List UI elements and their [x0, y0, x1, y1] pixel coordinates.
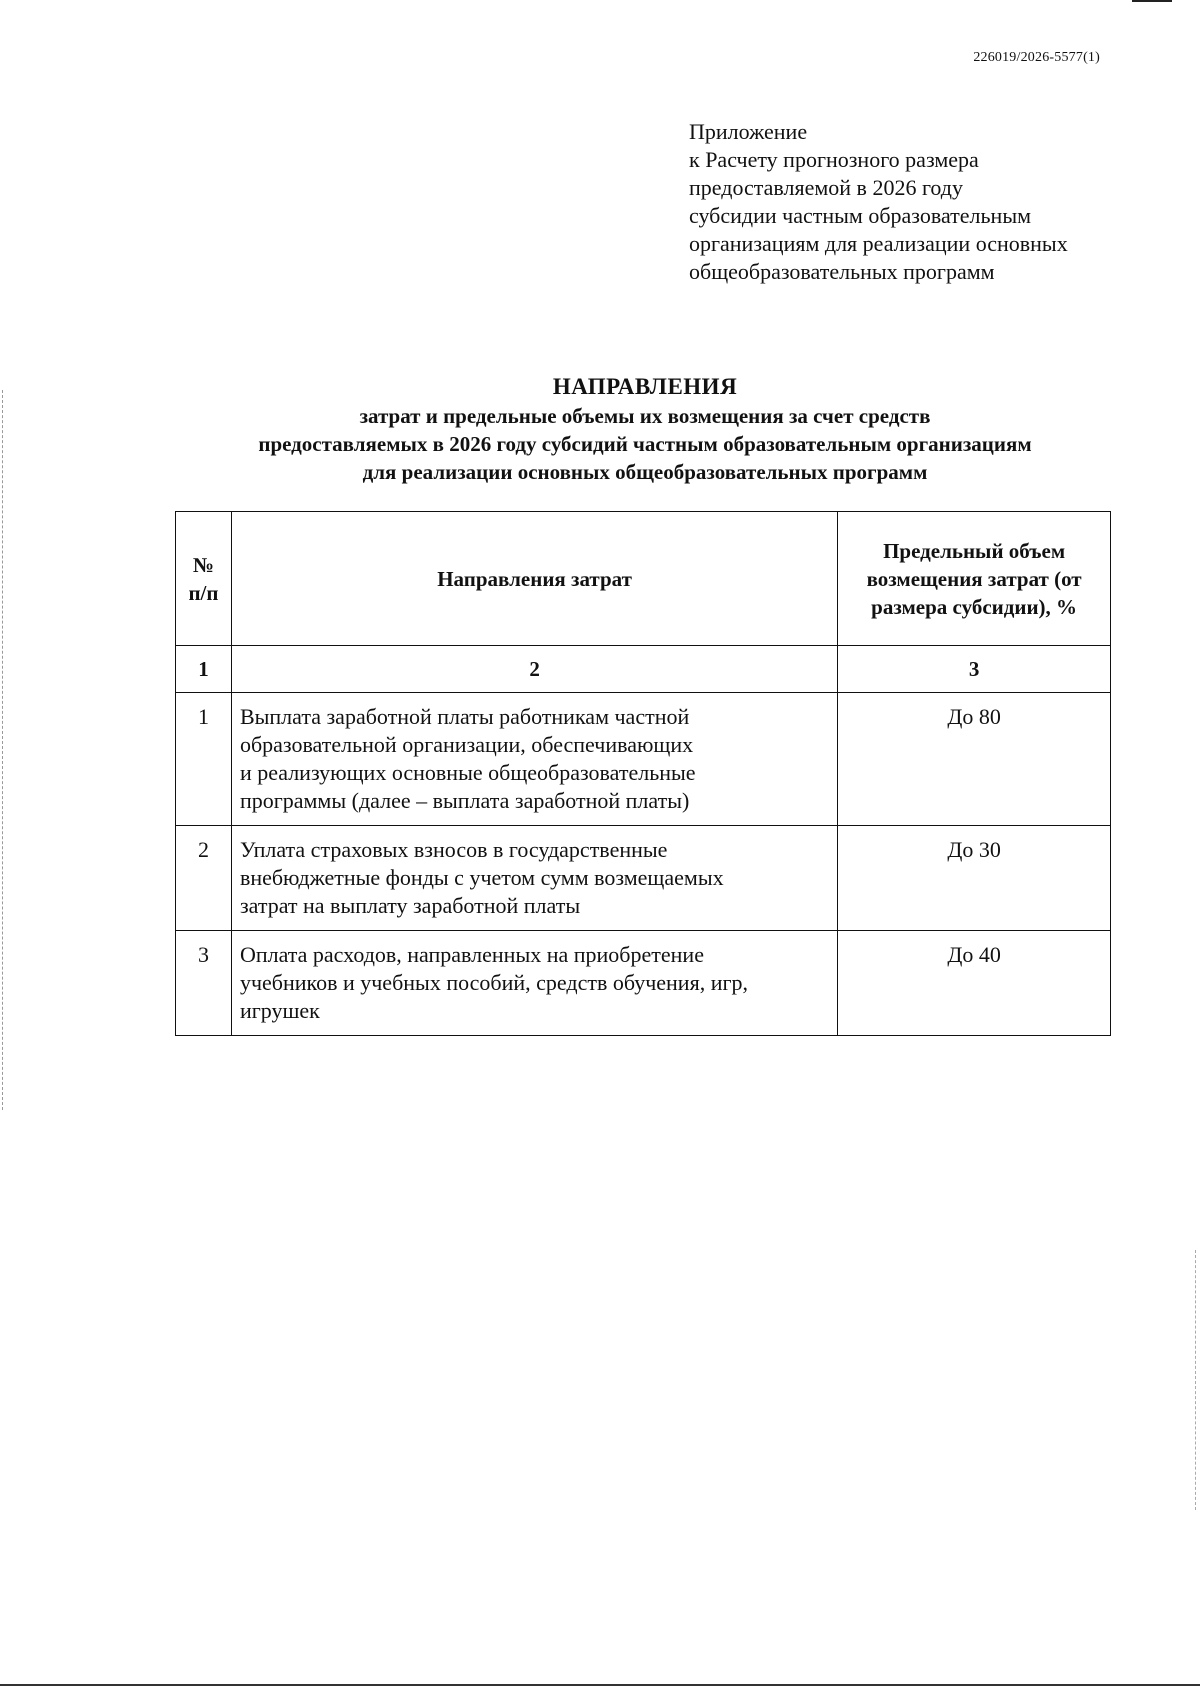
index-cell: 1 [176, 646, 232, 693]
document-title-block [120, 372, 1170, 486]
header-direction: Направления затрат [231, 512, 837, 646]
header-limit: Предельный объем возмещения затрат (от размера субсидии), % [838, 512, 1111, 646]
registration-number: 226019/2026-5577(1) [973, 50, 1100, 65]
row-direction-line: внебюджетные фонды с учетом сумм возмещаемых [239, 865, 724, 890]
row-direction-line: Уплата страховых взносов в государственные [239, 837, 668, 862]
scan-artifact-left-edge [2, 390, 4, 1110]
row-direction [231, 693, 837, 826]
row-direction-line: Оплата расходов, направленных на приобретение [239, 942, 704, 967]
header-number-line2: п/п [188, 580, 219, 605]
row-number: 2 [176, 826, 232, 931]
annex-line: субсидии частным образовательным [689, 203, 1032, 228]
scan-artifact-right-edge [1195, 1250, 1197, 1510]
table-index-row [176, 646, 1111, 693]
scan-artifact-bottom [0, 1684, 1200, 1686]
row-direction-line: Выплата заработной платы работникам частной [239, 704, 690, 729]
scan-artifact-top [1132, 0, 1172, 2]
annex-block [689, 118, 1119, 286]
table-row [176, 931, 1111, 1036]
row-direction [231, 826, 837, 931]
table-row [176, 693, 1111, 826]
document-subtitle-line: для реализации основных общеобразовательных программ [362, 460, 928, 484]
table-header-row [176, 512, 1111, 646]
index-cell: 2 [231, 646, 837, 693]
annex-line: к Расчету прогнозного размера [689, 147, 979, 172]
row-direction-line: учебников и учебных пособий, средств обучения, игр, [239, 970, 748, 995]
annex-line: Приложение [689, 119, 808, 144]
table-row [176, 826, 1111, 931]
row-direction-line: программы (далее – выплата заработной платы) [239, 788, 690, 813]
row-direction-line: и реализующих основные общеобразовательные [239, 760, 696, 785]
row-number: 1 [176, 693, 232, 826]
annex-line: предоставляемой в 2026 году [689, 175, 963, 200]
row-direction-line: образовательной организации, обеспечивающих [239, 732, 694, 757]
header-number [176, 512, 232, 646]
row-limit: До 80 [838, 693, 1111, 826]
cost-directions-table [175, 511, 1111, 1036]
document-title: НАПРАВЛЕНИЯ [552, 374, 738, 399]
row-number: 3 [176, 931, 232, 1036]
annex-line: общеобразовательных программ [689, 259, 995, 284]
header-number-line1: № [192, 552, 215, 577]
document-subtitle-line: затрат и предельные объемы их возмещения за счет средств [359, 404, 931, 428]
row-direction-line: затрат на выплату заработной платы [239, 893, 581, 918]
row-limit: До 40 [838, 931, 1111, 1036]
row-limit: До 30 [838, 826, 1111, 931]
index-cell: 3 [838, 646, 1111, 693]
document-subtitle-line: предоставляемых в 2026 году субсидий частным образовательным организациям [258, 432, 1032, 456]
annex-line: организациям для реализации основных [689, 231, 1068, 256]
row-direction [231, 931, 837, 1036]
row-direction-line: игрушек [239, 998, 320, 1023]
